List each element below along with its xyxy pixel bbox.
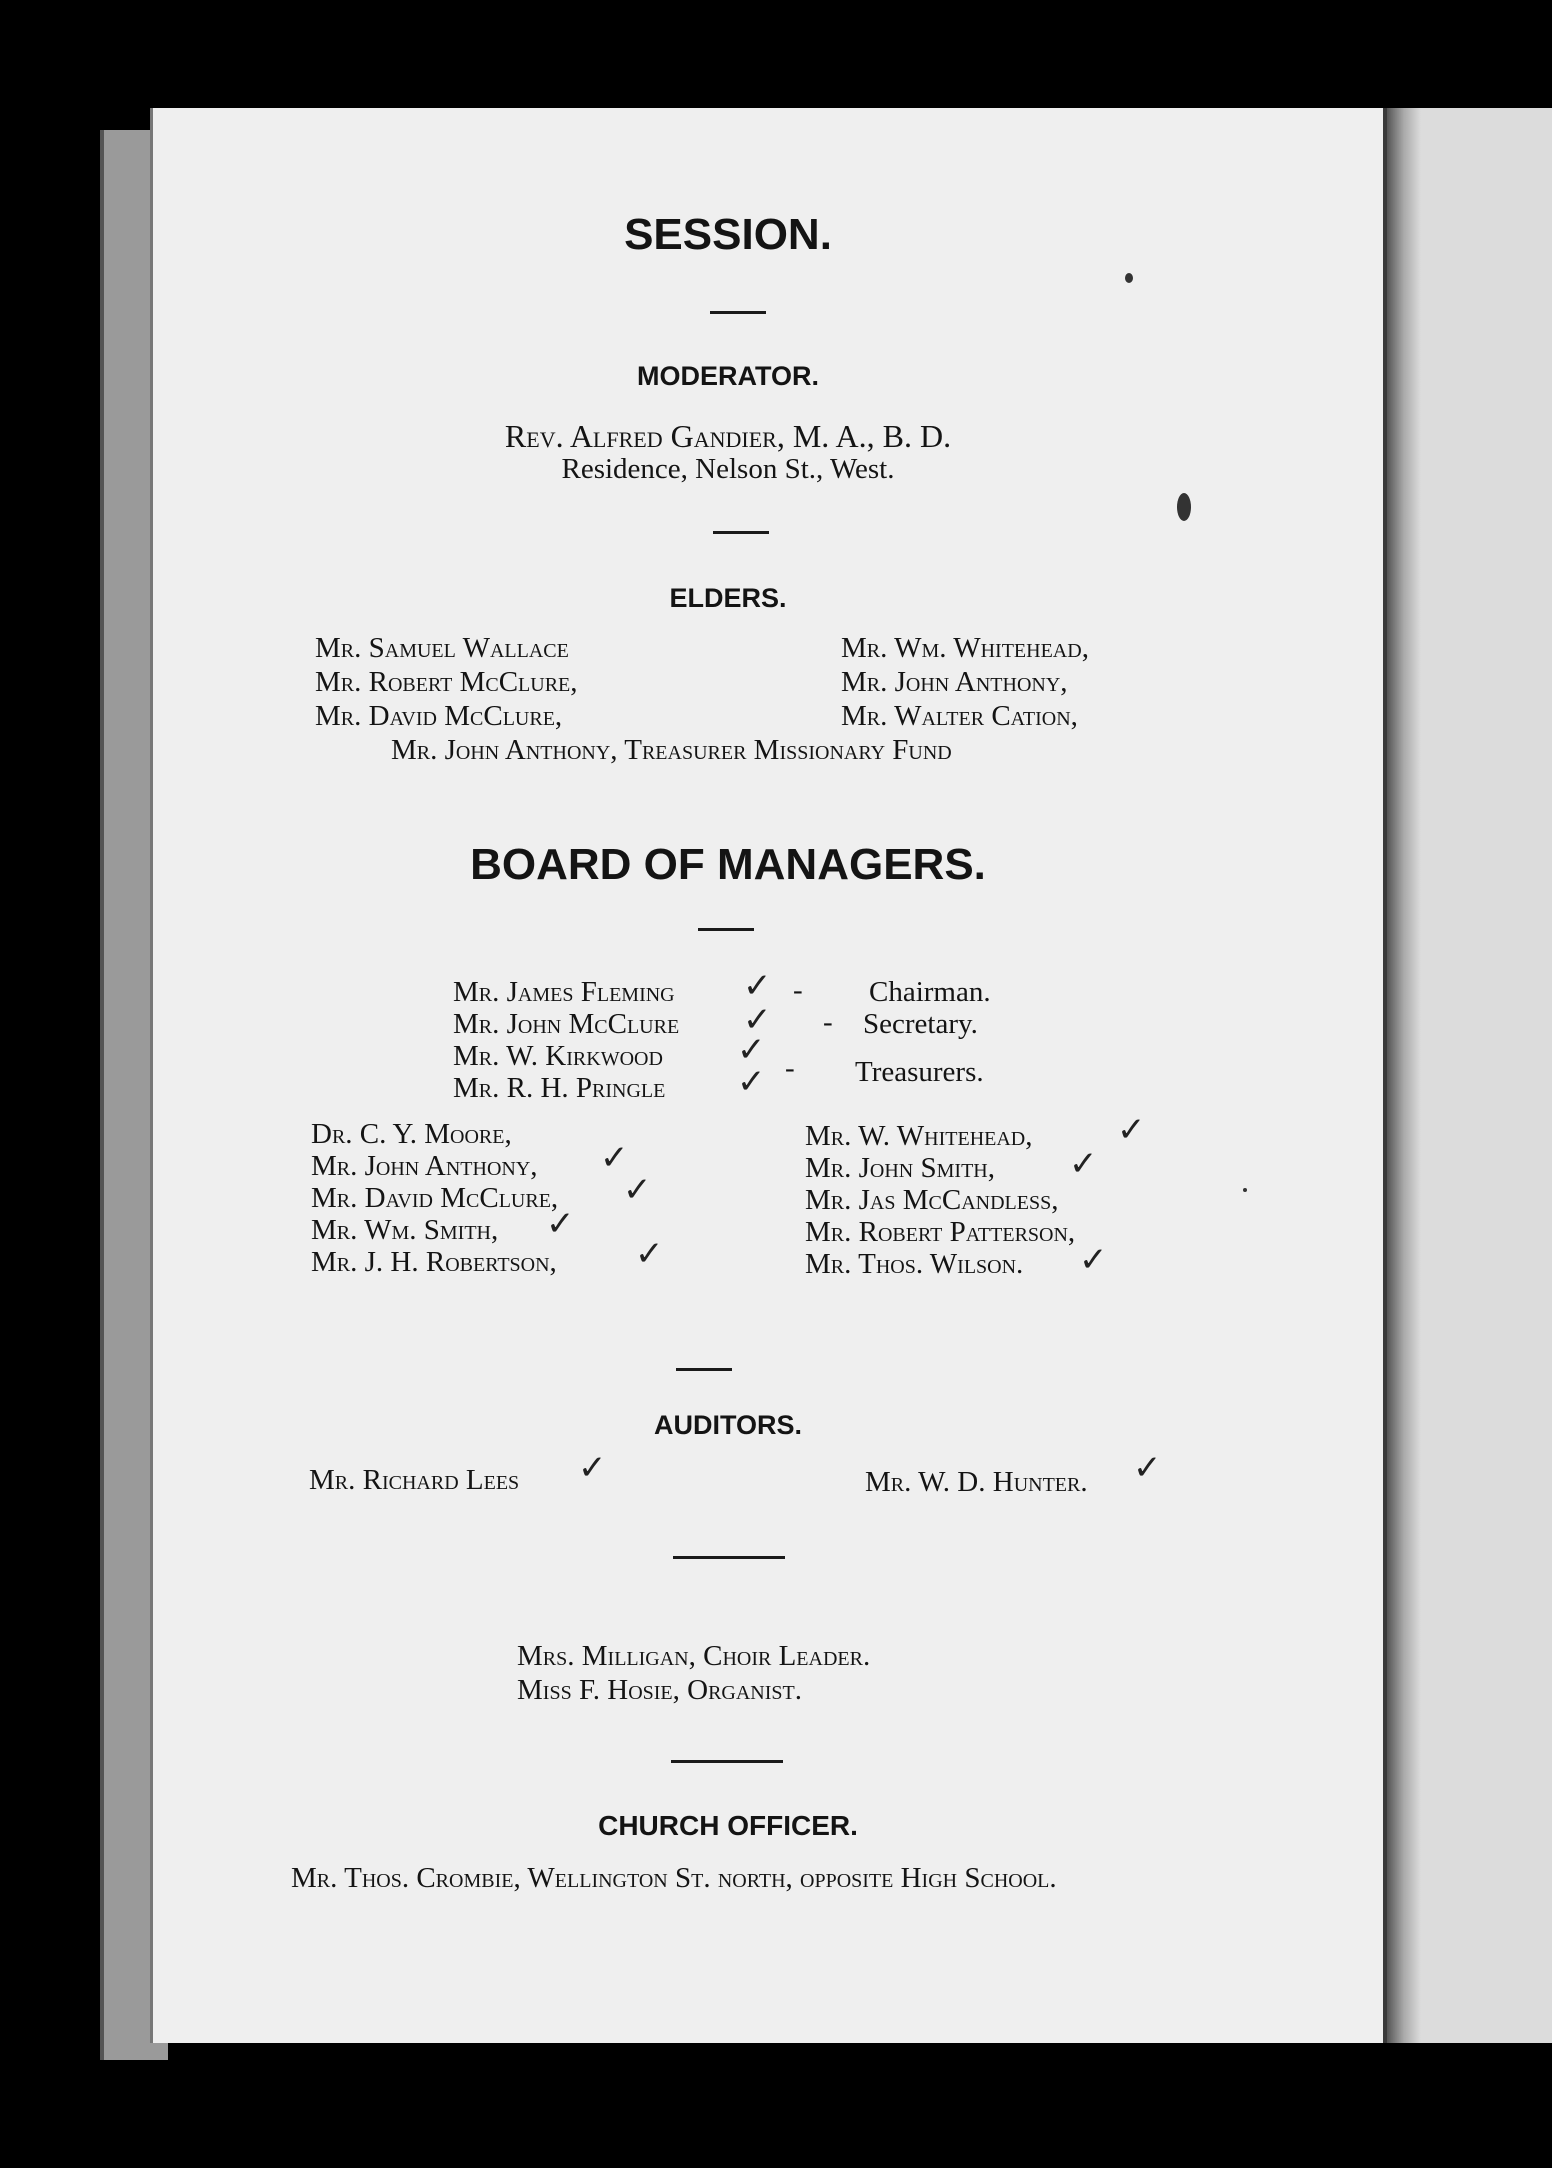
divider — [713, 531, 769, 534]
moderator-residence: Residence, Nelson St., West. — [561, 453, 895, 485]
facing-page-edge — [1382, 108, 1552, 2043]
checkmark: ✓ — [743, 1000, 772, 1040]
elder-right-2: Mr. John Anthony, — [841, 666, 1068, 698]
member-left-1: Dr. C. Y. Moore, — [311, 1118, 512, 1150]
organist: Miss F. Hosie, Organist. — [517, 1674, 802, 1706]
member-left-4: Mr. Wm. Smith, — [311, 1214, 499, 1246]
checkmark: ✓ — [1079, 1240, 1108, 1280]
divider — [698, 928, 754, 931]
checkmark: ✓ — [737, 1030, 766, 1070]
divider — [673, 1556, 785, 1559]
divider — [671, 1760, 783, 1763]
officer-dash: - — [793, 974, 803, 1006]
member-right-1: Mr. W. Whitehead, — [805, 1120, 1033, 1152]
checkmark: ✓ — [578, 1448, 607, 1488]
member-left-3: Mr. David McClure, — [311, 1182, 559, 1214]
ink-speck — [1243, 1188, 1247, 1192]
divider — [710, 311, 766, 314]
officer-role-treasurers: Treasurers. — [855, 1056, 984, 1088]
moderator-heading: MODERATOR. — [637, 361, 819, 391]
divider — [676, 1368, 732, 1371]
officer-name-3: Mr. W. Kirkwood — [453, 1040, 663, 1072]
member-left-2: Mr. John Anthony, — [311, 1150, 538, 1182]
officer-dash: - — [823, 1006, 833, 1038]
checkmark: ✓ — [635, 1234, 664, 1274]
checkmark: ✓ — [737, 1062, 766, 1102]
elder-left-3: Mr. David McClure, — [315, 700, 563, 732]
checkmark: ✓ — [546, 1204, 575, 1244]
ink-speck — [1177, 493, 1191, 521]
checkmark: ✓ — [1117, 1110, 1146, 1150]
member-right-3: Mr. Jas McCandless, — [805, 1184, 1059, 1216]
checkmark: ✓ — [1133, 1448, 1162, 1488]
auditor-left: Mr. Richard Lees — [309, 1464, 520, 1496]
church-officer-name: Mr. Thos. Crombie, Wellington St. north, opposite High School. — [291, 1862, 1057, 1894]
checkmark: ✓ — [1069, 1144, 1098, 1184]
auditor-right: Mr. W. D. Hunter. — [865, 1466, 1088, 1498]
officer-name-1: Mr. James Fleming — [453, 976, 675, 1008]
session-title: SESSION. — [624, 210, 832, 259]
elder-left-1: Mr. Samuel Wallace — [315, 632, 569, 664]
auditors-heading: AUDITORS. — [653, 1410, 802, 1440]
board-title: BOARD OF MANAGERS. — [470, 840, 986, 889]
member-right-5: Mr. Thos. Wilson. — [805, 1248, 1024, 1280]
elder-right-1: Mr. Wm. Whitehead, — [841, 632, 1089, 664]
checkmark: ✓ — [623, 1170, 652, 1210]
elders-heading: ELDERS. — [669, 583, 787, 613]
ink-speck — [1125, 273, 1133, 283]
member-left-5: Mr. J. H. Robertson, — [311, 1246, 557, 1278]
officer-role-secretary: Secretary. — [863, 1008, 978, 1040]
checkmark: ✓ — [600, 1138, 629, 1178]
moderator-name: Rev. Alfred Gandier, M. A., B. D. — [504, 418, 952, 454]
member-right-4: Mr. Robert Patterson, — [805, 1216, 1076, 1248]
elder-left-2: Mr. Robert McClure, — [315, 666, 578, 698]
missionary-treasurer: Mr. John Anthony, Treasurer Missionary Fund — [391, 734, 952, 766]
officer-dash: - — [785, 1052, 795, 1084]
member-right-2: Mr. John Smith, — [805, 1152, 995, 1184]
officer-name-2: Mr. John McClure — [453, 1008, 680, 1040]
elder-right-3: Mr. Walter Cation, — [841, 700, 1078, 732]
choir-leader: Mrs. Milligan, Choir Leader. — [517, 1640, 871, 1672]
officer-name-4: Mr. R. H. Pringle — [453, 1072, 666, 1104]
church-officer-heading: CHURCH OFFICER. — [598, 1810, 858, 1841]
officer-role-chairman: Chairman. — [869, 976, 991, 1008]
document-page — [150, 108, 1383, 2043]
checkmark: ✓ — [743, 966, 772, 1006]
